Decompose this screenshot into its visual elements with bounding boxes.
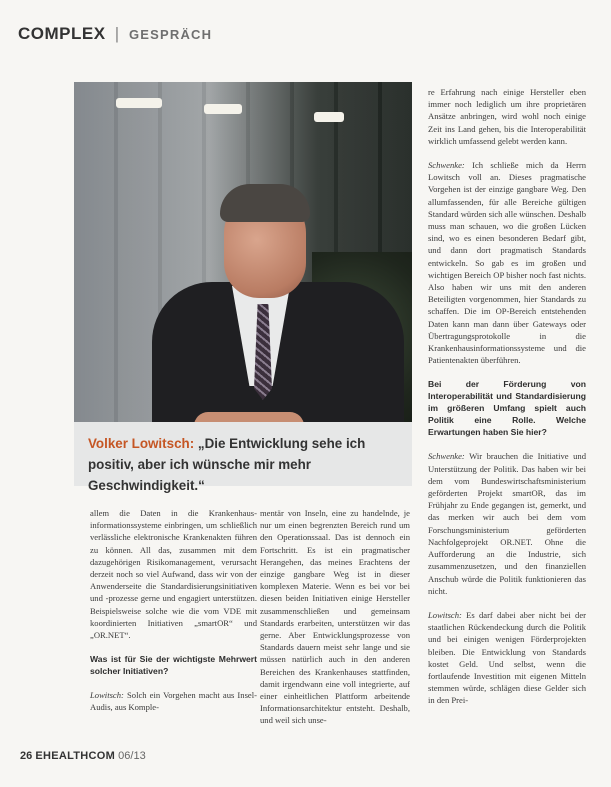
caption-quote: „Die Entwicklung sehe ich positiv, aber ich wünsche mir mehr Geschwindigkeit.“ — [88, 436, 366, 493]
caption-text — [88, 433, 406, 496]
answer-text: Ich schließe mich da Herrn Lowitsch voll an. Dieses pragmatische Vorgehen ist der einzige gangbare Weg. Den allumfassenden, für alle Bereiche gültigen Standard würden sich alle wünschen. Deshalb muss man schauen, wo die großen Lücken sind, wo es einen besonderen Bedarf gibt, und dann dort pragmatisch Standards entwickeln. So gab es im großen und wichtigen Bereich OP bisher noch fast nichts. Also haben wir uns mit den anderen Beteiligten vorgenommen, hier Standards zu schaffen. Die im OP-Bereich entstehenden Daten kann man dann über Gateways oder Übertragungsprotokolle in die Krankenhausinformationssysteme und die Patientenakten überführen. — [428, 160, 586, 366]
answer-paragraph — [428, 159, 586, 366]
photo-caption — [74, 422, 412, 493]
paragraph: mentär von Inseln, eine zu handelnde, je nur um einen begrenzten Bereich rund um den Operationssaal. Das ist dennoch ein Fortschritt. Es ist ein pragmatischer Herangehen, das meines Erachtens der einzige gangbare Weg ist in dieser komplexen Materie. Wenn es bei vor bei diesen beiden Initiativen einige Hersteller zusammenschließen und gemeinsam Standards erarbeiten, unterstützen wir das gerne. Aber Entwicklungsprozesse von Standards dauern meist sehr lange und sie müssen natürlich auch in den anderen Bereichen des Krankenhauses stattfinden, damit irgendwann eine voll integrierte, auf einer einheitlichen Plattform arbeitende Informationsarchitektur entsteht. Deshalb, und weil sich unse- — [260, 508, 410, 726]
answer-text: Solch ein Vorgehen macht aus Insel- Audis, aus Komple- — [90, 690, 257, 713]
speaker-name: Schwenke: — [428, 451, 465, 462]
page-number: 26 — [20, 750, 33, 762]
caption-speaker: Volker Lowitsch: — [88, 436, 195, 451]
ceiling-light — [314, 112, 344, 122]
interview-question: Bei der Förderung von Interoperabilität und Standardisierung im größeren Umfang spielt auch Politik eine Rolle. Welche Erwartungen haben Sie hier? — [428, 379, 586, 438]
paragraph: re Erfahrung nach einige Hersteller eben immer noch lediglich um ihre proprietären Ansätze anbringen, wird wohl noch einige Zeit ins Land gehen, bis die Interoperabilität wirklich umfassend gelebt werden kann. — [428, 87, 586, 146]
person-hair — [220, 184, 310, 222]
article-column-1 — [90, 507, 257, 714]
article-column-2 — [260, 507, 410, 727]
page-footer — [20, 750, 146, 762]
brand-label: COMPLEX — [18, 24, 106, 43]
answer-paragraph — [90, 689, 257, 713]
section-label: GESPRÄCH — [128, 27, 213, 42]
magazine-header — [18, 24, 212, 44]
issue-number: 06/13 — [118, 750, 146, 762]
paragraph: allem die Daten in die Krankenhaus-informationssysteme einbringen, um schließlich verlässliche elektronische Krankenakten führen zu können. All das, zusammen mit dem dazugehörigen Risikomanagement, verursacht derzeit noch so viel Aufwand, dass wir von der Anwenderseite die Standardisierungsinitiativen und -prozesse gerne und engagiert unterstützen. Beispielsweise solche wie die vom VDE mit koordinierten Initiativen „smartOR“ und „OR.NET“. — [90, 508, 257, 641]
interview-photo — [74, 82, 412, 422]
answer-paragraph — [428, 609, 586, 707]
ceiling-light — [204, 104, 242, 114]
ceiling-light — [116, 98, 162, 108]
speaker-name: Schwenke: — [428, 160, 465, 171]
answer-text: Wir brauchen die Initiative und Unterstützung der Politik. Das haben wir bei dem vom Bundeswirtschaftsministerium geförderten Projekt smartOR, das im Frühjahr zu Ende gegangen ist, gemerkt, und das merken wir auch bei dem vom Forschungsministerium geförderten Nachfolgeprojekt OR.NET. Ohne die Aufforderung an die Industrie, sich zusammenzusetzen, und den finanziellen Anschub würde die Politik funktionieren das nicht. — [428, 451, 586, 596]
magazine-name: EHEALTHCOM — [35, 750, 116, 762]
interview-question: Was ist für Sie der wichtigste Mehrwert solcher Initiativen? — [90, 654, 257, 677]
speaker-name: Lowitsch: — [428, 609, 462, 620]
answer-text: Es darf dabei aber nicht bei der staatlichen Rückendeckung durch die Politik und bei einigen wenigen Förderprojekten bleiben. Die Entwicklung von Standards kostet Geld. Und selbst, wenn die fortlaufende Investition mit eigenen Mitteln stemmen würde, schlägen diese Gelder sich in den Prei- — [428, 609, 586, 706]
answer-paragraph — [428, 450, 586, 596]
article-column-3 — [428, 86, 586, 707]
speaker-name: Lowitsch: — [90, 690, 124, 701]
header-separator: | — [114, 24, 120, 43]
person-hands — [194, 412, 304, 422]
